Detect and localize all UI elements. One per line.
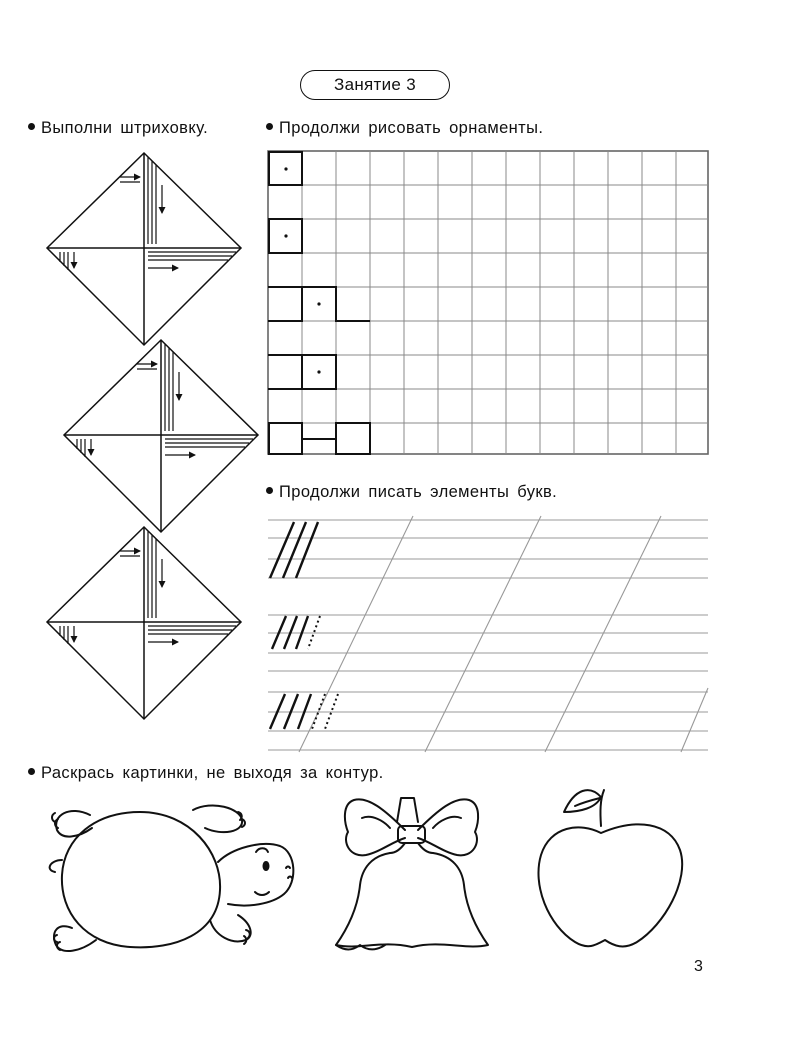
turtle-picture	[50, 805, 294, 951]
letter-element-samples	[270, 522, 318, 729]
ornament-grid	[268, 151, 708, 454]
writing-guide-lines	[268, 516, 708, 752]
task-coloring-text: Раскрась картинки, не выходя за контур.	[41, 764, 384, 782]
lesson-title: Занятие 3	[300, 70, 450, 100]
task-hatching-text: Выполни штриховку.	[41, 119, 209, 137]
page-number: 3	[694, 958, 703, 975]
bell-picture	[336, 798, 488, 950]
task-ornaments-text: Продолжи рисовать орнаменты.	[279, 119, 544, 137]
apple-picture	[538, 790, 682, 946]
task-letter-elements-text: Продолжи писать элементы букв.	[279, 483, 558, 501]
hatching-diamond	[47, 153, 241, 345]
